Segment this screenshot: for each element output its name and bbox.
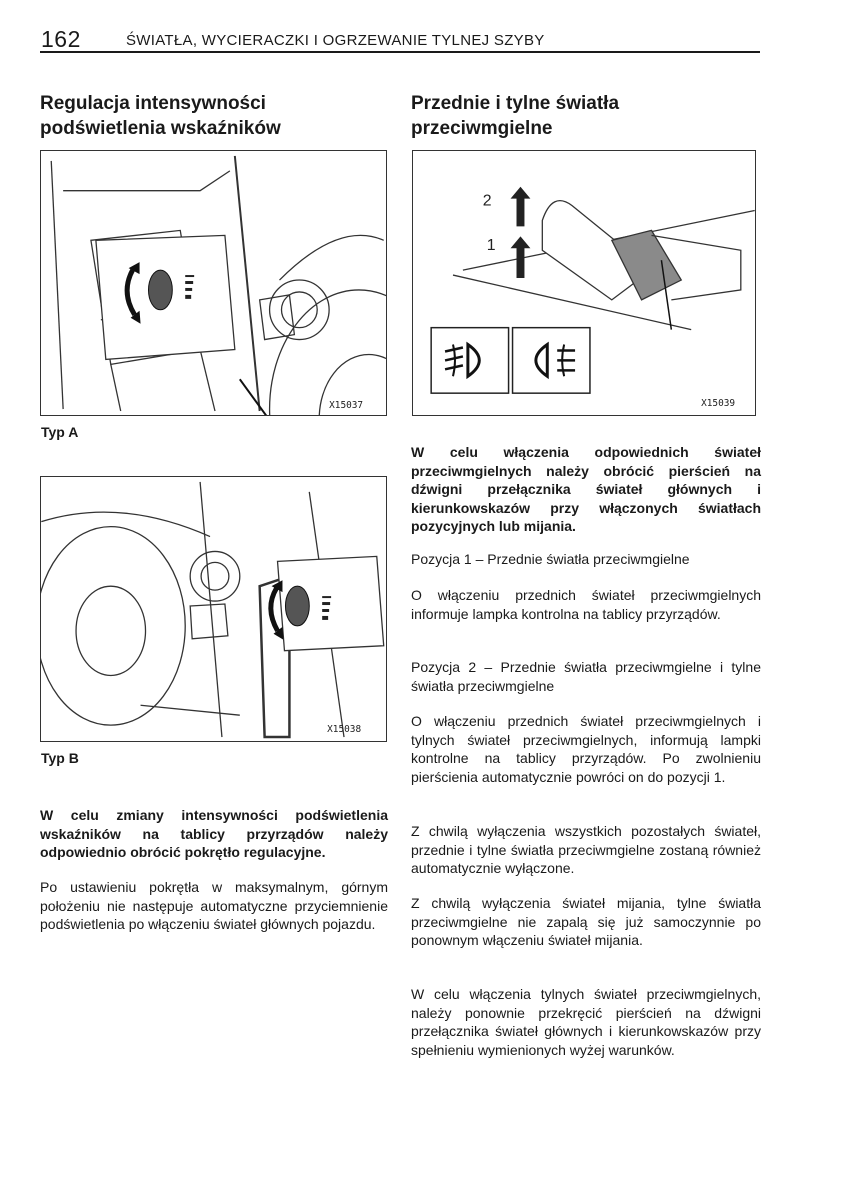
position-1-note: O włączeniu przednich świateł przeciwmgielnych informuje lampka kontrolna na tablicy przyrządów. [411,587,761,622]
left-section-heading: Regulacja intensywności podświetlenia wskaźników [40,93,281,139]
off-note-2: Z chwilą wyłączenia świateł mijania, tylne światła przeciwmgielne nie zapalą się już samoczynnie po ponownym włączeniu świateł mijania. [411,895,761,948]
page-number: 162 [41,26,81,52]
dashboard-illustration-a [41,151,386,415]
dashboard-illustration-b [41,477,386,741]
figure-fog-lights [412,150,756,416]
right-instruction: W celu włączenia odpowiednich świateł przeciwmgielnych należy obrócić pierścień na dźwigni przełącznika świateł głównych i kierunkowskazów przy włączonych światłach pozycyjnych lub mijania. [411,444,761,534]
position-2-label: 2 [482,192,492,210]
right-section-heading: Przednie i tylne światła przeciwmgielne [411,93,620,139]
rear-fog-note: W celu włączenia tylnych świateł przeciwmgielnych, należy ponownie przekręcić pierścień na dźwigni przełącznika świateł głównych i kierunkowskazów przy spełnieniu wymienionych wyżej warunków. [411,986,761,1058]
figure-type-a [40,150,387,416]
rear-fog-light-icon [513,328,590,394]
running-header: ŚWIATŁA, WYCIERACZKI I OGRZEWANIE TYLNEJ SZYBY [126,32,545,49]
figure-a-code: X15037 [329,400,364,412]
header-rule [40,51,760,53]
position-2-text: Pozycja 2 – Przednie światła przeciwmgielne i tylne światła przeciwmgielne [411,659,761,694]
front-fog-light-icon [431,328,508,394]
position-2-note: O włączeniu przednich świateł przeciwmgielnych i tylnych świateł przeciwmgielnych, informują lampki kontrolne na tablicy przyrządów. Po zwolnieniu pierścienia automatycznie powróci on do pozycji 1. [411,713,761,785]
figure-type-b [40,476,387,742]
caption-type-a: Typ A [41,424,79,440]
position-1-text: Pozycja 1 – Przednie światła przeciwmgielne [411,551,690,567]
left-note: Po ustawieniu pokrętła w maksymalnym, górnym położeniu nie następuje automatyczne przyciemnienie podświetlenia po włączeniu świateł głównych pojazdu. [40,879,388,932]
position-arrows [511,187,531,278]
left-instruction: W celu zmiany intensywności podświetlenia wskaźników na tablicy przyrządów należy odpowiednio obrócić pokrętło regulacyjne. [40,807,388,860]
figure-fog-code: X15039 [701,398,736,410]
off-note-1: Z chwilą wyłączenia wszystkich pozostałych świateł, przednie i tylne światła przeciwmgielne zostaną również automatycznie wyłączone. [411,823,761,876]
position-1-label: 1 [486,237,496,255]
fog-switch-illustration [413,151,755,415]
caption-type-b: Typ B [41,750,79,766]
figure-b-code: X15038 [327,724,362,736]
